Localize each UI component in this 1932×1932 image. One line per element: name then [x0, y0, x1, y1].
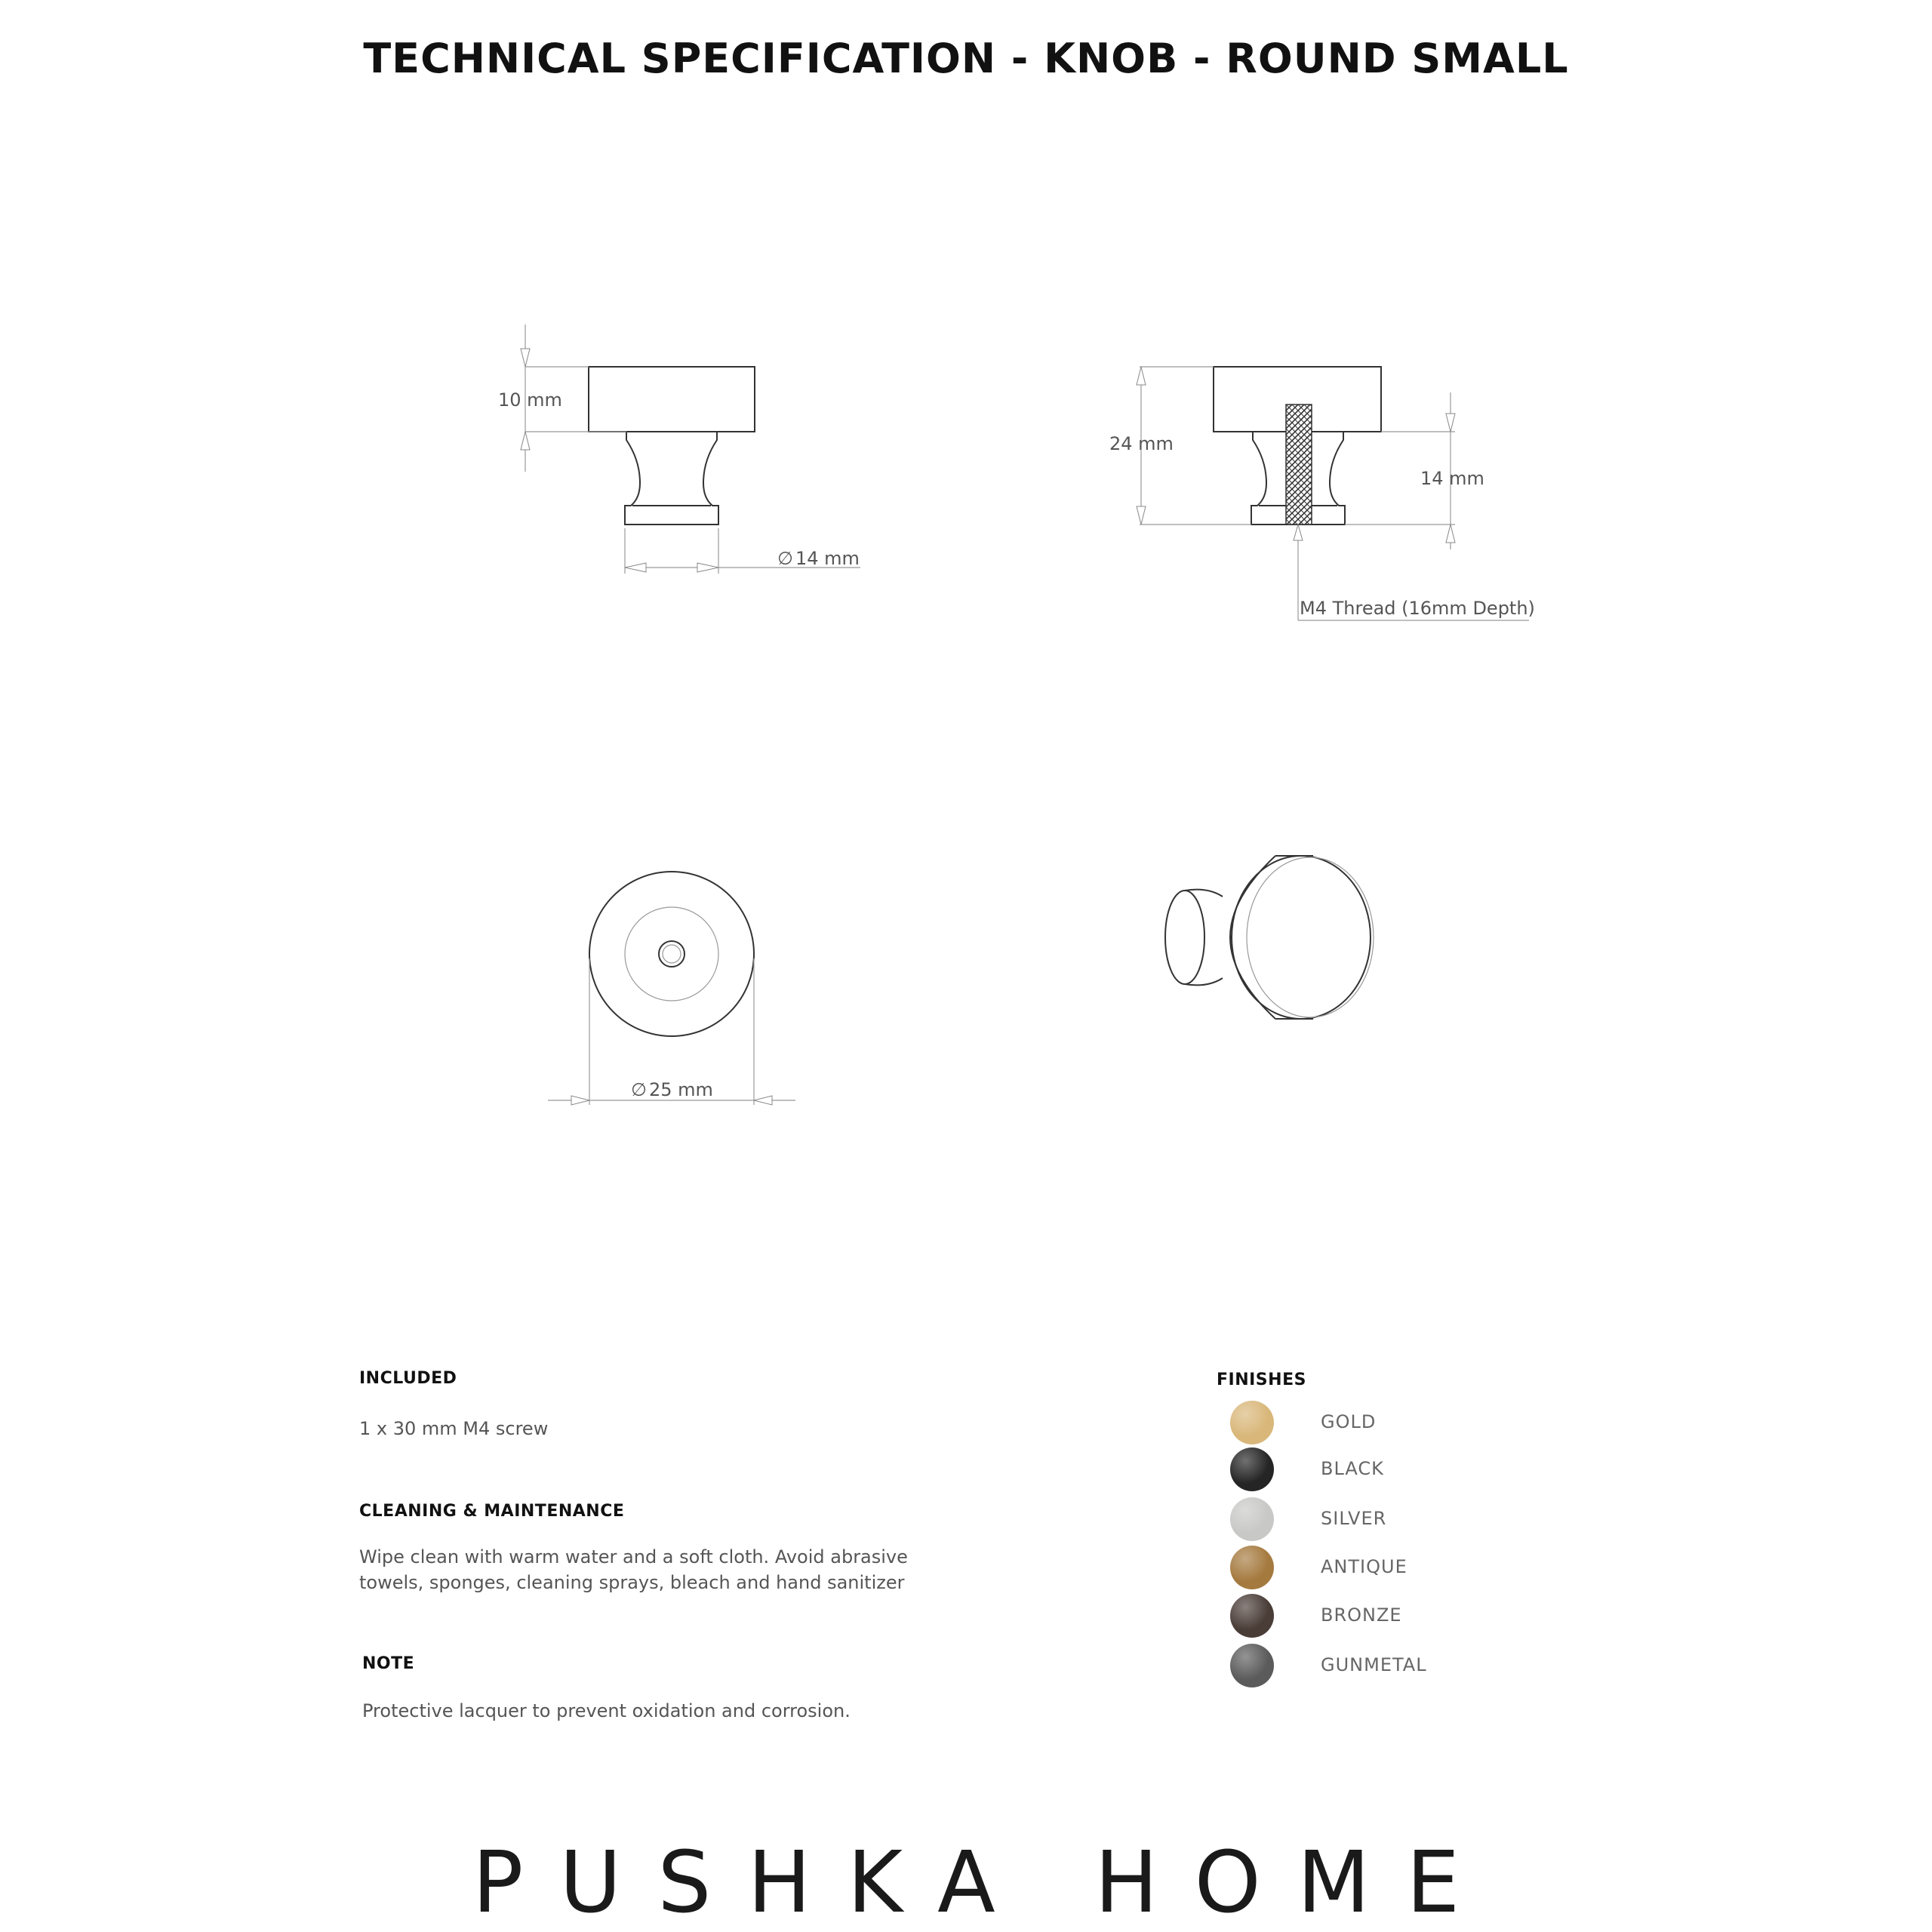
finish-label-black: BLACK — [1321, 1458, 1384, 1479]
front-diameter-symbol: ∅ — [631, 1079, 647, 1100]
finish-swatch-gold — [1230, 1401, 1274, 1444]
section-stem-height-label: 14 mm — [1420, 468, 1484, 489]
section-view-drawing — [1137, 367, 1529, 620]
perspective-view-drawing — [1165, 856, 1374, 1019]
note-text: Protective lacquer to prevent oxidation and corrosion. — [362, 1700, 851, 1721]
thread-label: M4 Thread (16mm Depth) — [1300, 598, 1535, 619]
finish-label-silver: SILVER — [1321, 1508, 1387, 1529]
front-diameter-label: 25 mm — [649, 1079, 713, 1100]
finishes-heading: FINISHES — [1217, 1371, 1306, 1389]
side-diameter-symbol: ∅ — [777, 548, 793, 569]
side-diameter-label: 14 mm — [795, 548, 860, 569]
finish-swatch-gunmetal — [1230, 1644, 1274, 1687]
brand-logo: PUSHKA HOME — [472, 1834, 1497, 1932]
finish-label-gold: GOLD — [1321, 1411, 1377, 1432]
note-heading: NOTE — [362, 1654, 415, 1673]
included-text: 1 x 30 mm M4 screw — [359, 1418, 549, 1439]
finish-swatch-bronze — [1230, 1594, 1274, 1638]
cleaning-text-line1: Wipe clean with warm water and a soft cloth. Avoid abrasive — [359, 1546, 908, 1567]
finish-swatch-black — [1230, 1447, 1274, 1491]
page-title: TECHNICAL SPECIFICATION - KNOB - ROUND SMALL — [363, 35, 1569, 82]
side-height-label: 10 mm — [498, 389, 562, 411]
front-view-drawing — [548, 872, 795, 1105]
cleaning-heading: CLEANING & MAINTENANCE — [359, 1502, 625, 1521]
finish-label-bronze: BRONZE — [1321, 1604, 1402, 1626]
cleaning-text-line2: towels, sponges, cleaning sprays, bleach and hand sanitizer — [359, 1572, 905, 1593]
side-view-drawing — [521, 325, 860, 574]
finish-swatch-antique — [1230, 1546, 1274, 1589]
included-heading: INCLUDED — [359, 1369, 457, 1388]
finish-label-antique: ANTIQUE — [1321, 1556, 1407, 1577]
section-total-height-label: 24 mm — [1109, 433, 1174, 454]
finish-label-gunmetal: GUNMETAL — [1321, 1654, 1427, 1675]
finish-swatch-silver — [1230, 1497, 1274, 1541]
